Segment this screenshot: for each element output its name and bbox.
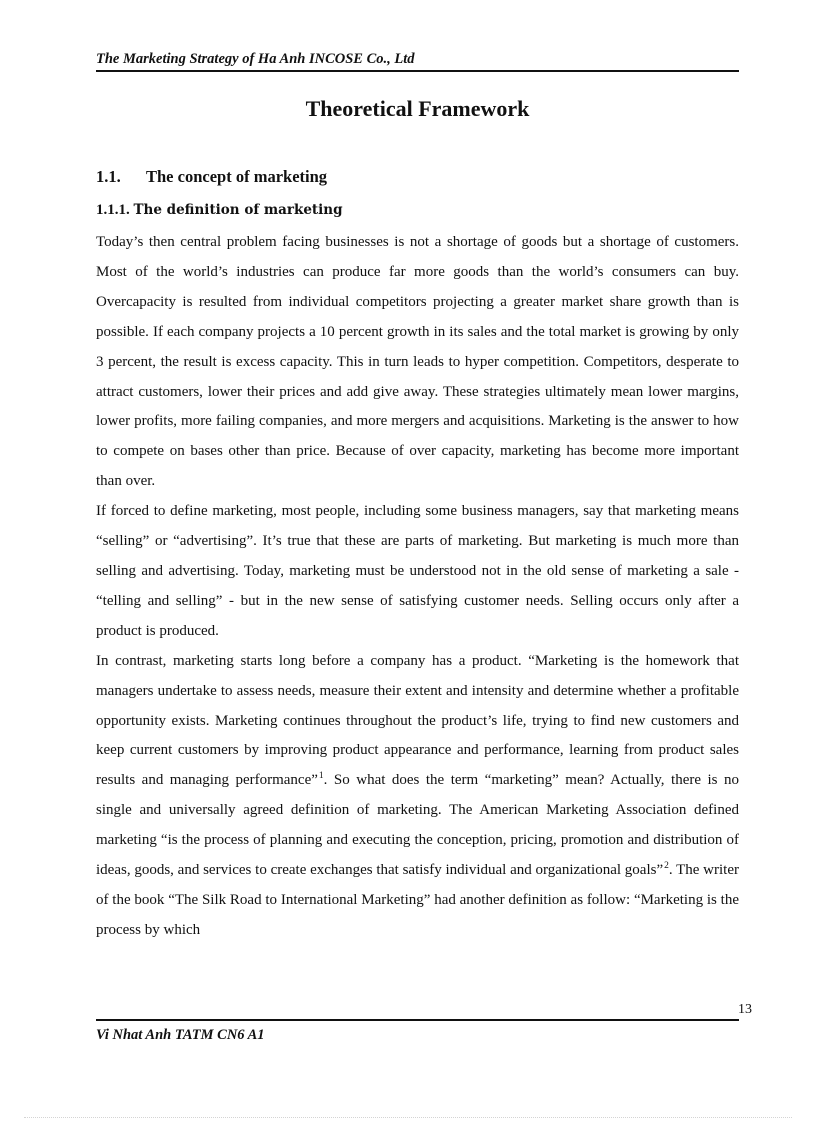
footnote-ref-2[interactable]: 2 — [664, 861, 669, 872]
page-edge-divider — [24, 1117, 792, 1118]
footnote-ref-1[interactable]: 1 — [318, 771, 324, 782]
footer-rule — [96, 1019, 739, 1021]
body-text — [96, 228, 739, 946]
page-title: Theoretical Framework — [305, 96, 530, 121]
running-footer: Vi Nhat Anh TATM CN6 A1 — [96, 1027, 265, 1043]
section-title: The concept of marketing — [146, 167, 328, 186]
paragraph-3-part-a: In contrast, marketing starts long before a company has a product. “Marketing is the homework that managers undertake to assess needs, measure their extent and intensity and determine whether a profitable opportunity exists. Marketing continues throughout the product’s life, trying to find new customers and keep current customers by improving product appearance and performance, learning from product sales results and managing performance” — [96, 652, 739, 789]
paragraph-3 — [96, 647, 739, 946]
paragraph-2: If forced to define marketing, most people, including some business managers, say that marketing means “selling” or “advertising”. It’s true that these are parts of marketing. But marketing is much more than selling and advertising. Today, marketing must be understood not in the old sense of marketing a sale - “telling and selling” - but in the new sense of satisfying customer needs. Selling occurs only after a product is produced. — [96, 503, 739, 639]
running-header: The Marketing Strategy of Ha Anh INCOSE Co., Ltd — [96, 49, 739, 72]
subsection-heading — [96, 199, 343, 221]
subsection-number: 1.1.1. — [96, 202, 130, 218]
page-number: 13 — [738, 1002, 752, 1017]
paragraph-1: Today’s then central problem facing businesses is not a shortage of goods but a shortage of customers. Most of the world’s industries can produce far more goods than the world’s consumers can buy. Overcapacity is resulted from individual competitors projecting a greater market share growth than is possible. If each company projects a 10 percent growth in its sales and the total market is growing by only 3 percent, the result is excess capacity. This in turn leads to hyper competition. Competitors, desperate to attract customers, lower their prices and add give away. These strategies ultimately mean lower margins, lower profits, more failing companies, and more mergers and acquisitions. Marketing is the answer to how to compete on bases other than price. Because of over capacity, marketing has become more important than over. — [96, 234, 739, 490]
paragraph-3-part-b: . So what does the term “marketing” mean? Actually, there is no single and universally agreed definition of marketing. The American Marketing Association defined marketing “is the process of planning and executing the conception, pricing, promotion and distribution of ideas, goods, and services to create exchanges that satisfy individual and organizational goals” — [96, 772, 739, 879]
section-number: 1.1. — [96, 167, 121, 186]
section-heading — [96, 166, 327, 188]
subsection-title: The definition of marketing — [133, 202, 343, 218]
paragraph-3-part-c: . The writer of the book “The Silk Road to International Marketing” had another definition as follow: “Marketing is the process by which — [96, 862, 739, 938]
